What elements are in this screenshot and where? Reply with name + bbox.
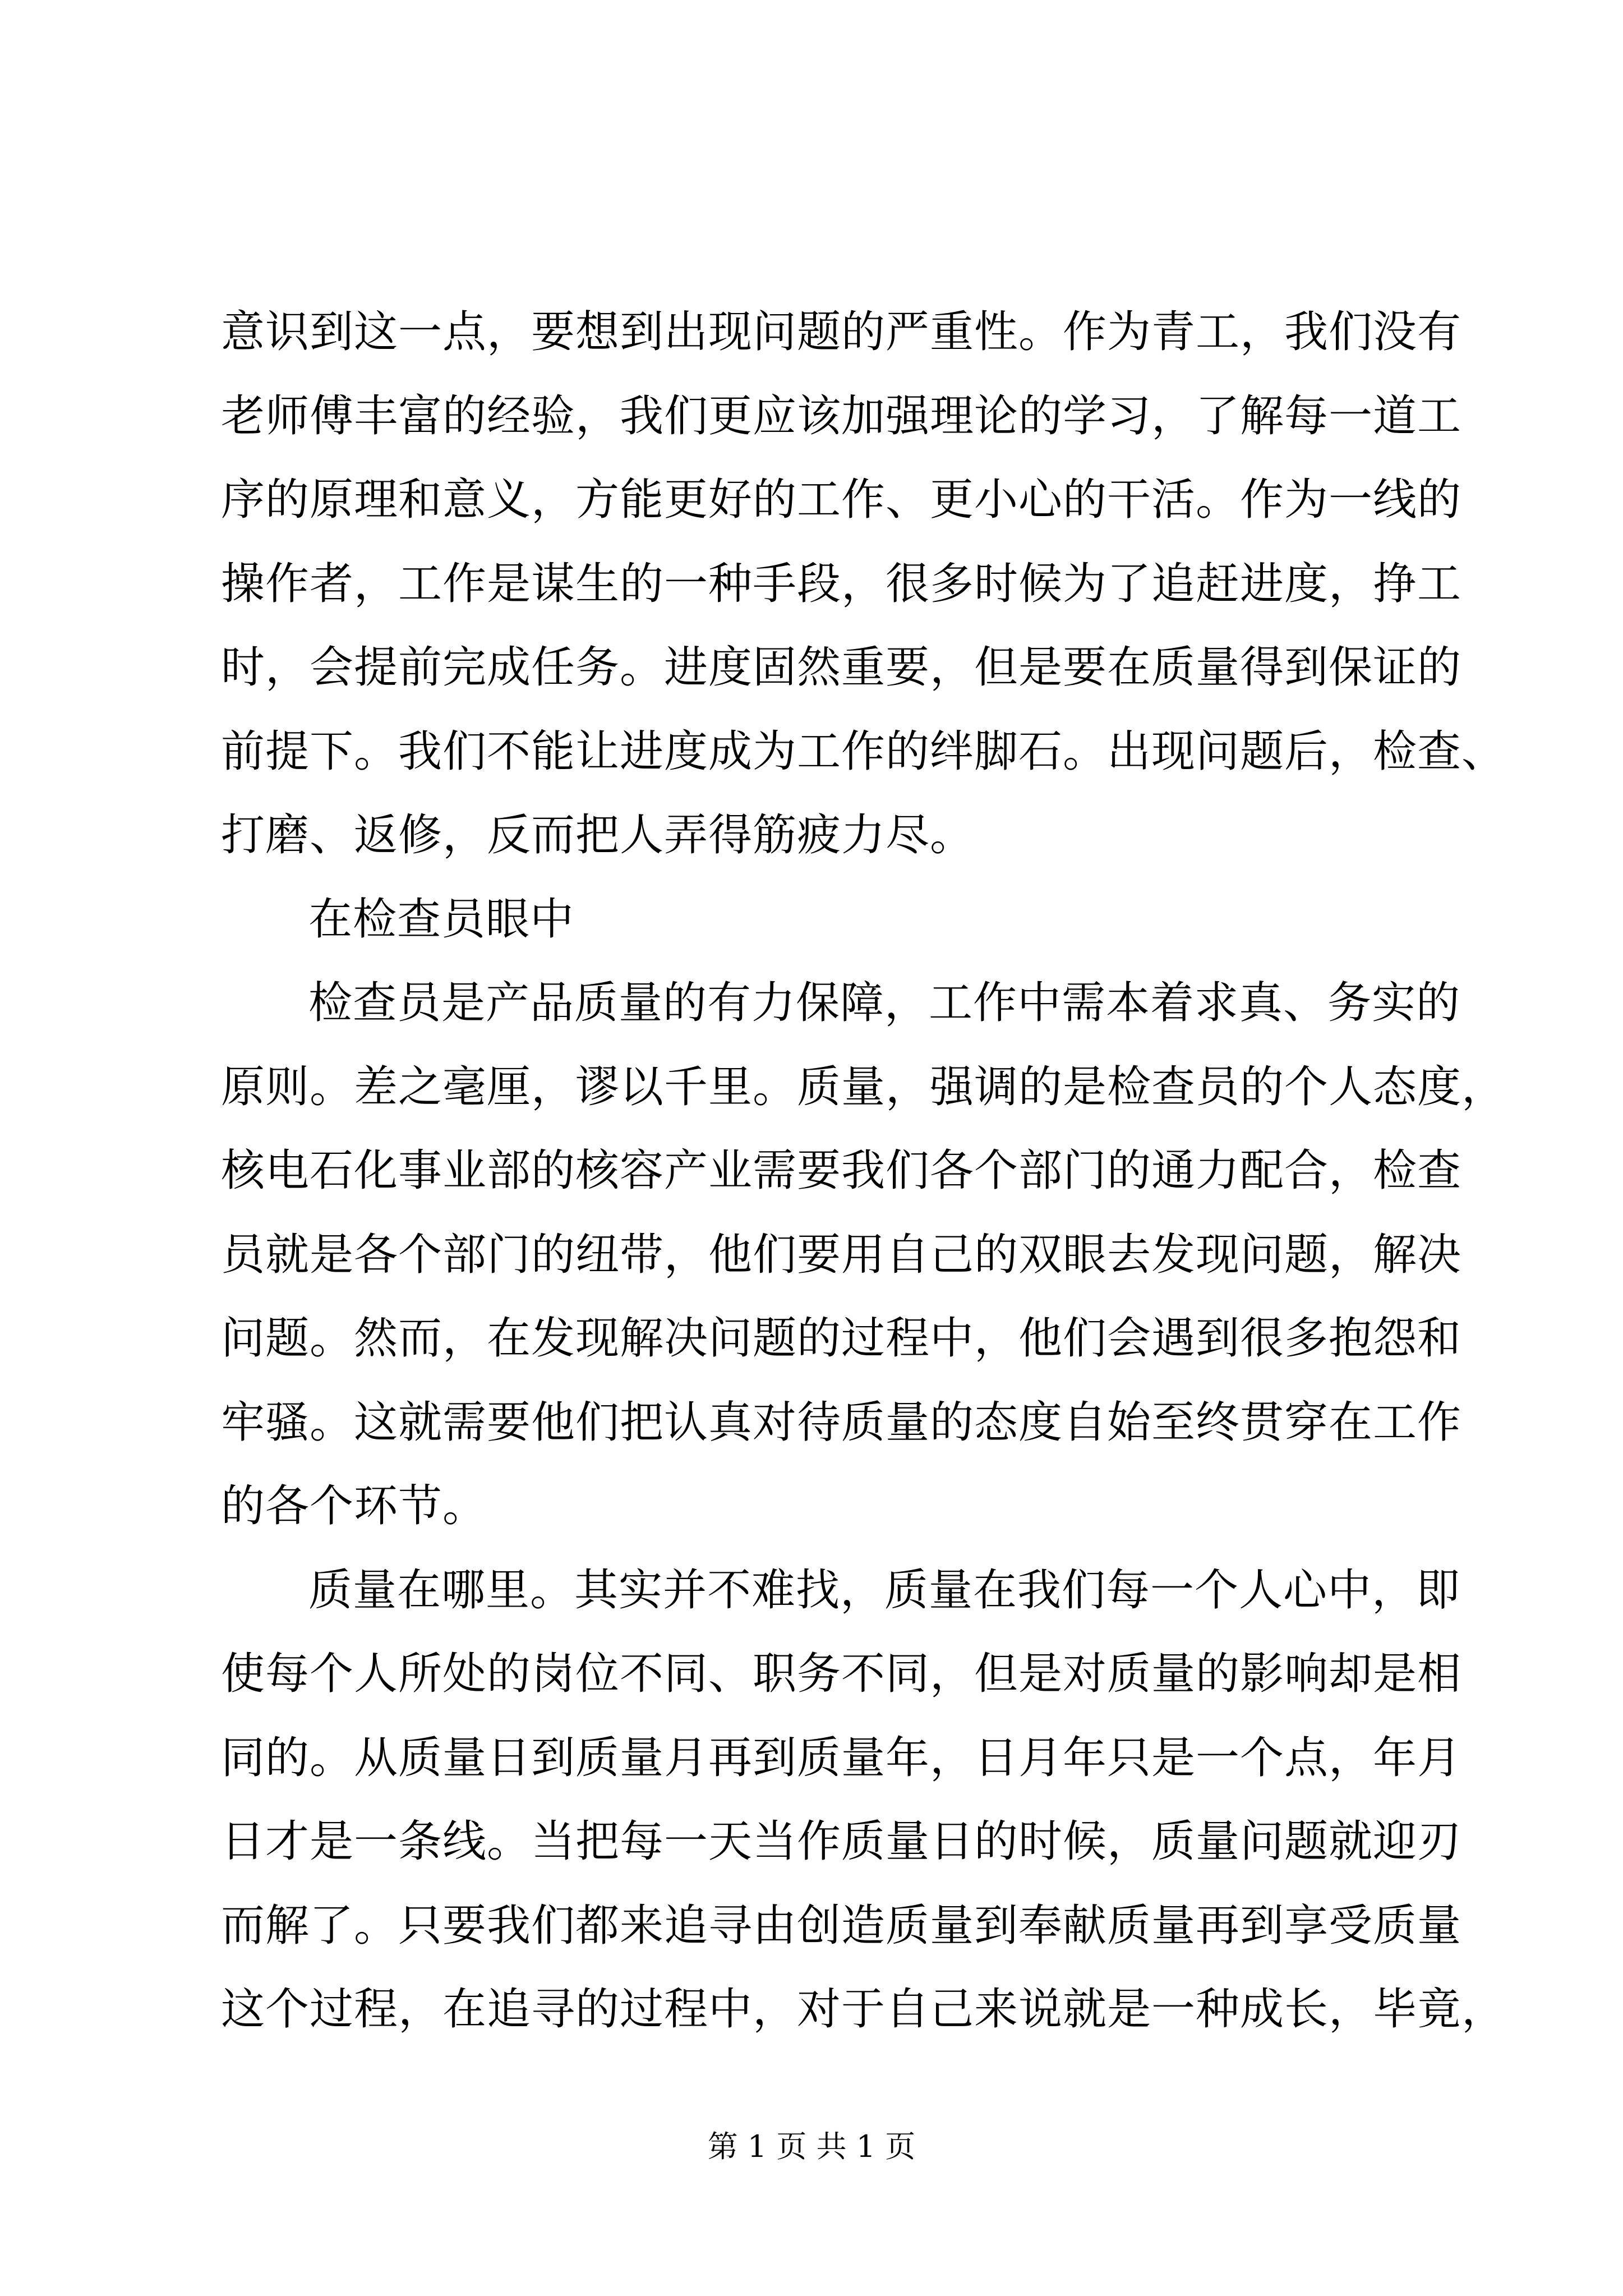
paragraph-line: 的各个环节。 — [221, 1481, 487, 1531]
paragraph-line: 日才是一条线。当把每一天当作质量日的时候，质量问题就迎刃 — [221, 1816, 1462, 1867]
document-body — [221, 291, 1506, 2052]
paragraph-line: 这个过程，在追寻的过程中，对于自己来说就是一种成长，毕竟， — [221, 1984, 1506, 2035]
paragraph-line: 老师傅丰富的经验，我们更应该加强理论的学习，了解每一道工 — [221, 390, 1462, 441]
section-heading: 在检查员眼中 — [308, 894, 575, 945]
paragraph-line: 序的原理和意义，方能更好的工作、更小心的干活。作为一线的 — [221, 475, 1462, 525]
paragraph-line: 同的。从质量日到质量月再到质量年，日月年只是一个点，年月 — [221, 1732, 1462, 1783]
paragraph-line: 操作者，工作是谋生的一种手段，很多时候为了追赶进度，挣工 — [221, 558, 1462, 609]
paragraph-line: 打磨、返修，反而把人弄得筋疲力尽。 — [221, 810, 975, 861]
paragraph-line: 前提下。我们不能让进度成为工作的绊脚石。出现问题后，检查、 — [221, 726, 1506, 777]
paragraph-line: 检查员是产品质量的有力保障，工作中需本着求真、务实的 — [308, 978, 1461, 1028]
paragraph-line: 牢骚。这就需要他们把认真对待质量的态度自始至终贯穿在工作 — [221, 1397, 1462, 1448]
paragraph-line: 使每个人所处的岗位不同、职务不同，但是对质量的影响却是相 — [221, 1649, 1462, 1699]
paragraph-line: 核电石化事业部的核容产业需要我们各个部门的通力配合，检查 — [221, 1145, 1462, 1196]
page-number-footer: 第 1 页 共 1 页 — [707, 2129, 916, 2164]
paragraph-line: 问题。然而，在发现解决问题的过程中，他们会遇到很多抱怨和 — [221, 1313, 1462, 1364]
paragraph-line: 意识到这一点，要想到出现问题的严重性。作为青工，我们没有 — [221, 307, 1462, 357]
paragraph-line: 员就是各个部门的纽带，他们要用自己的双眼去发现问题，解决 — [221, 1229, 1462, 1280]
paragraph-line: 原则。差之毫厘，谬以千里。质量，强调的是检查员的个人态度， — [221, 1061, 1506, 1112]
paragraph-line: 质量在哪里。其实并不难找，质量在我们每一个人心中，即 — [308, 1565, 1461, 1616]
paragraph-line: 而解了。只要我们都来追寻由创造质量到奉献质量再到享受质量 — [221, 1900, 1462, 1951]
paragraph-line: 时，会提前完成任务。进度固然重要，但是要在质量得到保证的 — [221, 642, 1462, 693]
